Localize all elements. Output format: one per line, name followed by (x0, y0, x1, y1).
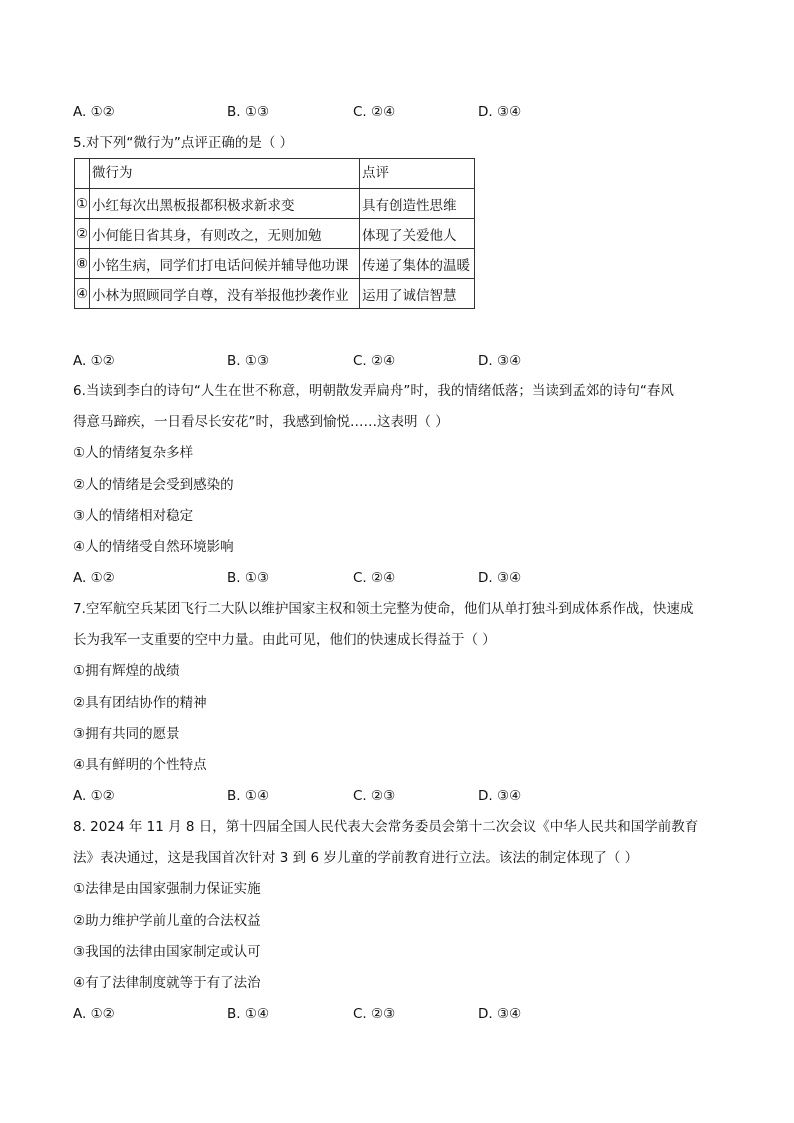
q8-item-4: ④有了法律制度就等于有了法治 (73, 975, 261, 991)
table-cell: 小何能日省其身，有则改之，无则加勉 (90, 219, 360, 249)
q4-options (73, 103, 723, 121)
table-cell: 小林为照顾同学自尊，没有举报他抄袭作业 (90, 279, 360, 309)
q6-option-d[interactable]: D. ③④ (478, 570, 522, 586)
q8-option-b[interactable]: B. ①④ (227, 1006, 270, 1022)
q5-option-c[interactable]: C. ②④ (353, 353, 396, 369)
table-cell: 小铭生病，同学们打电话问候并辅导他功课 (90, 249, 360, 279)
q8-stem-line-2: 法》表决通过，这是我国首次针对 3 到 6 岁儿童的学前教育进行立法。该法的制定体现了（ ） (73, 850, 639, 866)
q8-option-d[interactable]: D. ③④ (478, 1006, 522, 1022)
q5-options (73, 352, 723, 370)
table-row (75, 219, 475, 249)
table-header-cell: 点评 (360, 159, 475, 189)
q7-stem-line-2: 长为我军一支重要的空中力量。由此可见，他们的快速成长得益于（ ） (73, 632, 496, 648)
q4-option-d[interactable]: D. ③④ (478, 104, 522, 120)
q7-option-b[interactable]: B. ①④ (227, 788, 270, 804)
q7-item-4: ④具有鲜明的个性特点 (73, 757, 207, 773)
q7-stem-line-1: 7.空军航空兵某团飞行二大队以维护国家主权和领土完整为使命，他们从单打独斗到成体系作战，快速成 (73, 601, 694, 617)
table-header-cell: 微行为 (90, 159, 360, 189)
q6-option-c[interactable]: C. ②④ (353, 570, 396, 586)
q7-option-c[interactable]: C. ②③ (353, 788, 396, 804)
q6-item-1: ①人的情绪复杂多样 (73, 445, 194, 461)
q7-item-3: ③拥有共同的愿景 (73, 726, 180, 742)
table-row (75, 249, 475, 279)
q5-table (74, 158, 475, 309)
q8-item-3: ③我国的法律由国家制定或认可 (73, 944, 261, 960)
q7-item-2: ②具有团结协作的精神 (73, 695, 207, 711)
table-cell: 体现了关爱他人 (360, 219, 475, 249)
q7-item-1: ①拥有辉煌的战绩 (73, 663, 180, 679)
table-cell: ① (75, 189, 90, 219)
table-row (75, 189, 475, 219)
q6-item-4: ④人的情绪受自然环境影响 (73, 539, 234, 555)
q8-item-1: ①法律是由国家强制力保证实施 (73, 881, 261, 897)
q6-options (73, 569, 723, 587)
q8-options (73, 1005, 723, 1023)
q7-option-a[interactable]: A. ①② (73, 788, 115, 804)
table-header-row (75, 159, 475, 189)
q7-options (73, 787, 723, 805)
q5-option-a[interactable]: A. ①② (73, 353, 115, 369)
q4-option-c[interactable]: C. ②④ (353, 104, 396, 120)
table-cell: 小红每次出黑板报都积极求新求变 (90, 189, 360, 219)
q6-item-2: ②人的情绪是会受到感染的 (73, 477, 234, 493)
table-cell: ④ (75, 279, 90, 309)
q6-stem-line-1: 6.当读到李白的诗句“人生在世不称意，明朝散发弄扁舟”时，我的情绪低落；当读到孟郊的诗句“春风 (73, 383, 674, 399)
table-header-cell (75, 159, 90, 189)
table-row (75, 279, 475, 309)
q5-option-d[interactable]: D. ③④ (478, 353, 522, 369)
q8-option-c[interactable]: C. ②③ (353, 1006, 396, 1022)
q4-option-b[interactable]: B. ①③ (227, 104, 270, 120)
q8-item-2: ②助力维护学前儿童的合法权益 (73, 913, 261, 929)
table-cell: 传递了集体的温暖 (360, 249, 475, 279)
table-cell: ⑧ (75, 249, 90, 279)
q7-option-d[interactable]: D. ③④ (478, 788, 522, 804)
q5-option-b[interactable]: B. ①③ (227, 353, 270, 369)
q5-stem: 5.对下列“微行为”点评正确的是（ ） (73, 135, 294, 151)
table-cell: 运用了诚信智慧 (360, 279, 475, 309)
q8-option-a[interactable]: A. ①② (73, 1006, 115, 1022)
q6-option-b[interactable]: B. ①③ (227, 570, 270, 586)
q8-stem-line-1: 8. 2024 年 11 月 8 日，第十四届全国人民代表大会常务委员会第十二次会议《中华人民共和国学前教育 (73, 819, 699, 835)
table-cell: ② (75, 219, 90, 249)
q6-stem-line-2: 得意马蹄疾，一日看尽长安花”时，我感到愉悦……这表明（ ） (73, 414, 449, 430)
q4-option-a[interactable]: A. ①② (73, 104, 115, 120)
q6-item-3: ③人的情绪相对稳定 (73, 508, 194, 524)
table-cell: 具有创造性思维 (360, 189, 475, 219)
q6-option-a[interactable]: A. ①② (73, 570, 115, 586)
